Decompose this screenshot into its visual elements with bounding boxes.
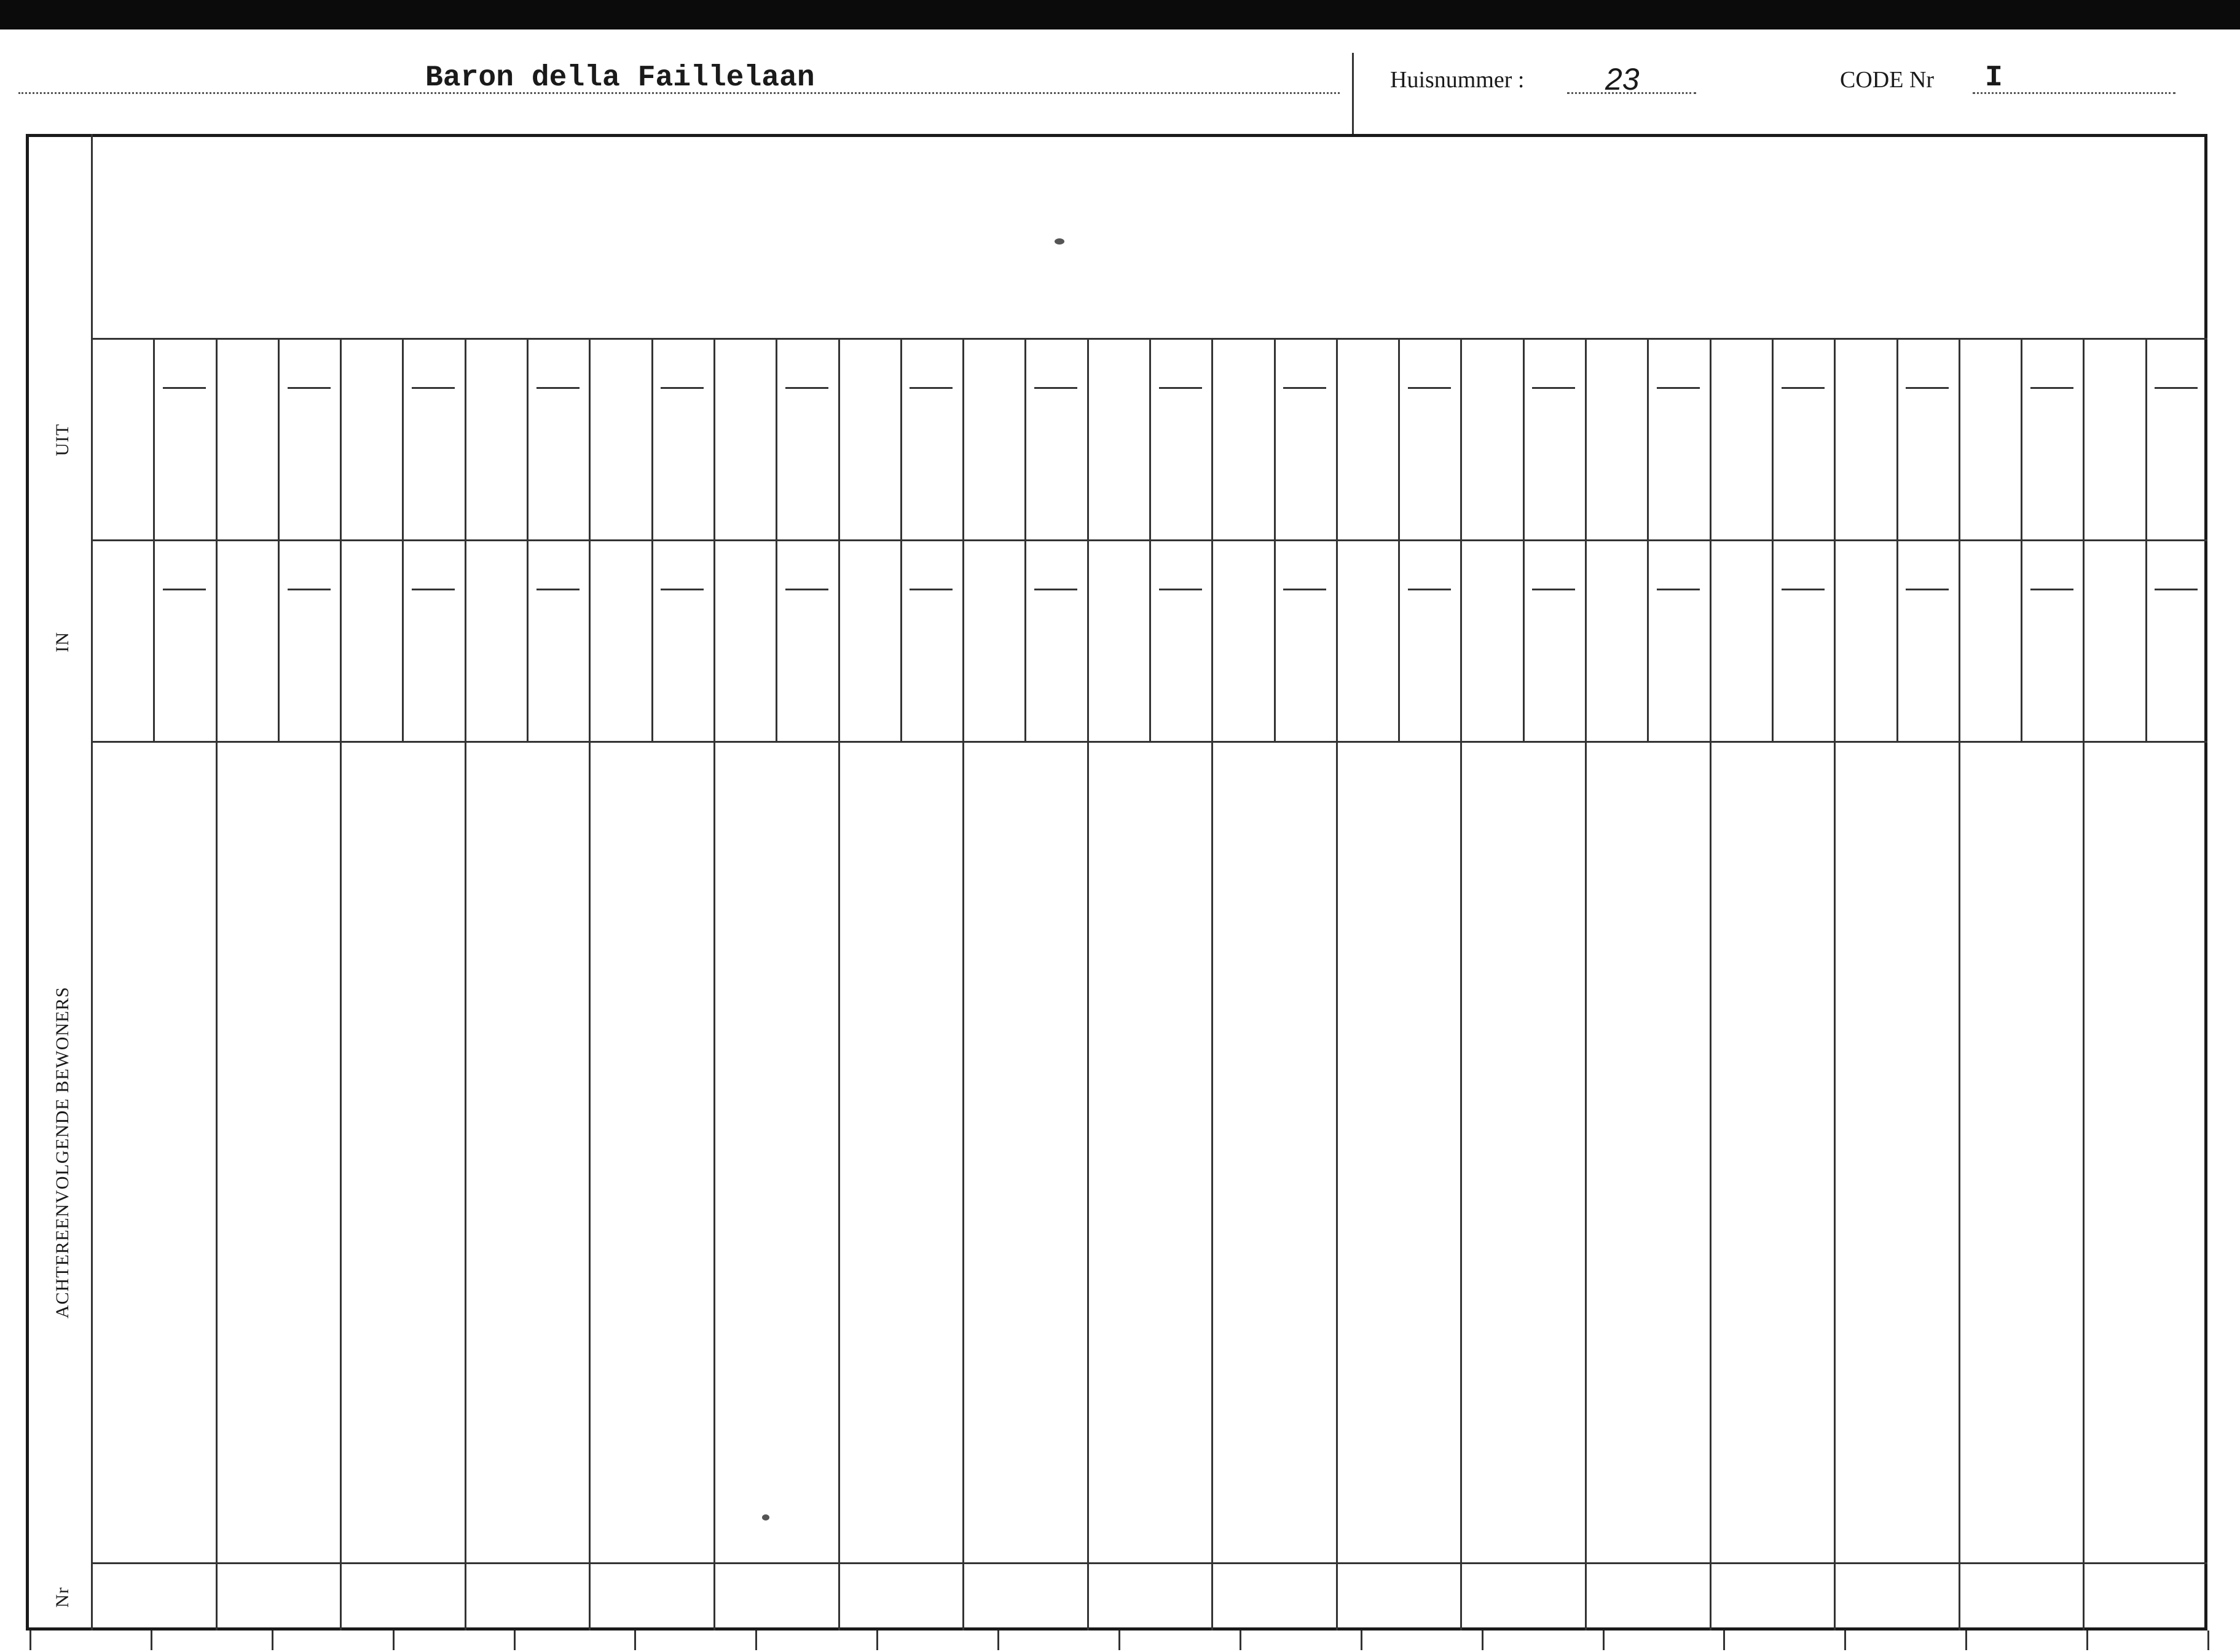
column-divider [713,338,715,1630]
uit-date-dash [910,387,953,389]
street-name: Baron della Faillelaan [425,61,815,95]
date-subdivider [278,338,280,741]
uit-date-dash [1159,387,1202,389]
row-label-nr: Nr [52,1587,73,1608]
row-label-in: IN [52,632,73,652]
label-column-divider [91,134,93,1630]
header-divider [1352,53,1354,136]
bottom-edge-tick [272,1630,273,1650]
uit-date-dash [412,387,455,389]
date-subdivider [527,338,529,741]
uit-date-dash [163,387,206,389]
column-divider [1959,338,1960,1630]
bottom-edge-tick [514,1630,516,1650]
date-subdivider [651,338,653,741]
date-subdivider [402,338,404,741]
scan-top-border [0,0,2240,29]
column-divider [1087,338,1089,1630]
uit-date-dash [785,387,828,389]
in-date-dash [910,589,953,590]
uit-date-dash [1782,387,1825,389]
uit-date-dash [1906,387,1949,389]
in-date-dash [1034,589,1077,590]
bottom-edge-tick [1723,1630,1725,1650]
bottom-edge-tick [1361,1630,1362,1650]
in-date-dash [1408,589,1451,590]
bottom-edge-tick [1240,1630,1241,1650]
date-subdivider [1274,338,1276,741]
uit-date-dash [1657,387,1700,389]
column-divider [589,338,591,1630]
column-divider [1460,338,1462,1630]
uit-date-dash [1283,387,1326,389]
in-date-dash [1159,589,1202,590]
in-date-dash [785,589,828,590]
column-divider [1834,338,1836,1630]
row-label-uit: UIT [52,423,73,456]
bottom-edge-tick [29,1630,31,1650]
column-divider [1211,338,1213,1630]
bottom-edge-tick [1482,1630,1484,1650]
date-subdivider [1647,338,1649,741]
in-date-dash [412,589,455,590]
bottom-edge-tick [1118,1630,1120,1650]
bottom-edge-tick [151,1630,152,1650]
in-date-dash [288,589,331,590]
bottom-edge-tick [634,1630,636,1650]
row-divider [91,741,2207,743]
uit-date-dash [288,387,331,389]
date-subdivider [1772,338,1774,741]
uit-date-dash [1408,387,1451,389]
in-date-dash [1657,589,1700,590]
bottom-edge-tick [997,1630,999,1650]
date-subdivider [1523,338,1525,741]
uit-date-dash [2030,387,2073,389]
bottom-edge-tick [1965,1630,1967,1650]
column-divider [1336,338,1338,1630]
bottom-edge-tick [2086,1630,2088,1650]
date-subdivider [153,338,155,741]
date-subdivider [900,338,902,741]
in-date-dash [1782,589,1825,590]
bottom-edge-tick [2207,1630,2209,1650]
ink-speck [762,1514,769,1521]
column-divider [465,338,466,1630]
in-date-dash [2030,589,2073,590]
date-subdivider [1024,338,1026,741]
bottom-edge-tick [1603,1630,1605,1650]
uit-date-dash [2155,387,2198,389]
bottom-edge-tick [755,1630,757,1650]
register-table [26,134,2207,1630]
in-date-dash [1532,589,1575,590]
column-divider [838,338,840,1630]
ink-speck [1055,238,1064,245]
column-divider [2083,338,2085,1630]
uit-date-dash [1034,387,1077,389]
house-number-label: Huisnummer : [1390,67,1525,93]
in-date-dash [536,589,580,590]
date-subdivider [2145,338,2147,741]
in-date-dash [661,589,704,590]
uit-date-dash [1532,387,1575,389]
code-value: I [1985,61,2003,95]
column-divider [1585,338,1587,1630]
date-subdivider [1398,338,1400,741]
date-subdivider [2021,338,2022,741]
column-divider [340,338,342,1630]
house-number-value: 23 [1605,62,1640,96]
in-date-dash [2155,589,2198,590]
code-label: CODE Nr [1840,67,1935,93]
column-divider [1710,338,1711,1630]
date-subdivider [776,338,777,741]
column-divider [962,338,964,1630]
date-subdivider [1896,338,1898,741]
in-date-dash [1906,589,1949,590]
row-label-bewoners: ACHTEREENVOLGENDE BEWONERS [52,986,73,1319]
in-date-dash [1283,589,1326,590]
bottom-edge-tick [393,1630,395,1650]
bottom-edge-tick [876,1630,878,1650]
uit-date-dash [661,387,704,389]
column-divider [216,338,218,1630]
row-divider [91,1562,2207,1564]
in-date-dash [163,589,206,590]
code-underline [1973,92,2175,94]
date-subdivider [1149,338,1151,741]
uit-date-dash [536,387,580,389]
house-number-underline [1567,92,1696,94]
street-underline [18,92,1340,94]
bottom-edge-tick [1844,1630,1846,1650]
